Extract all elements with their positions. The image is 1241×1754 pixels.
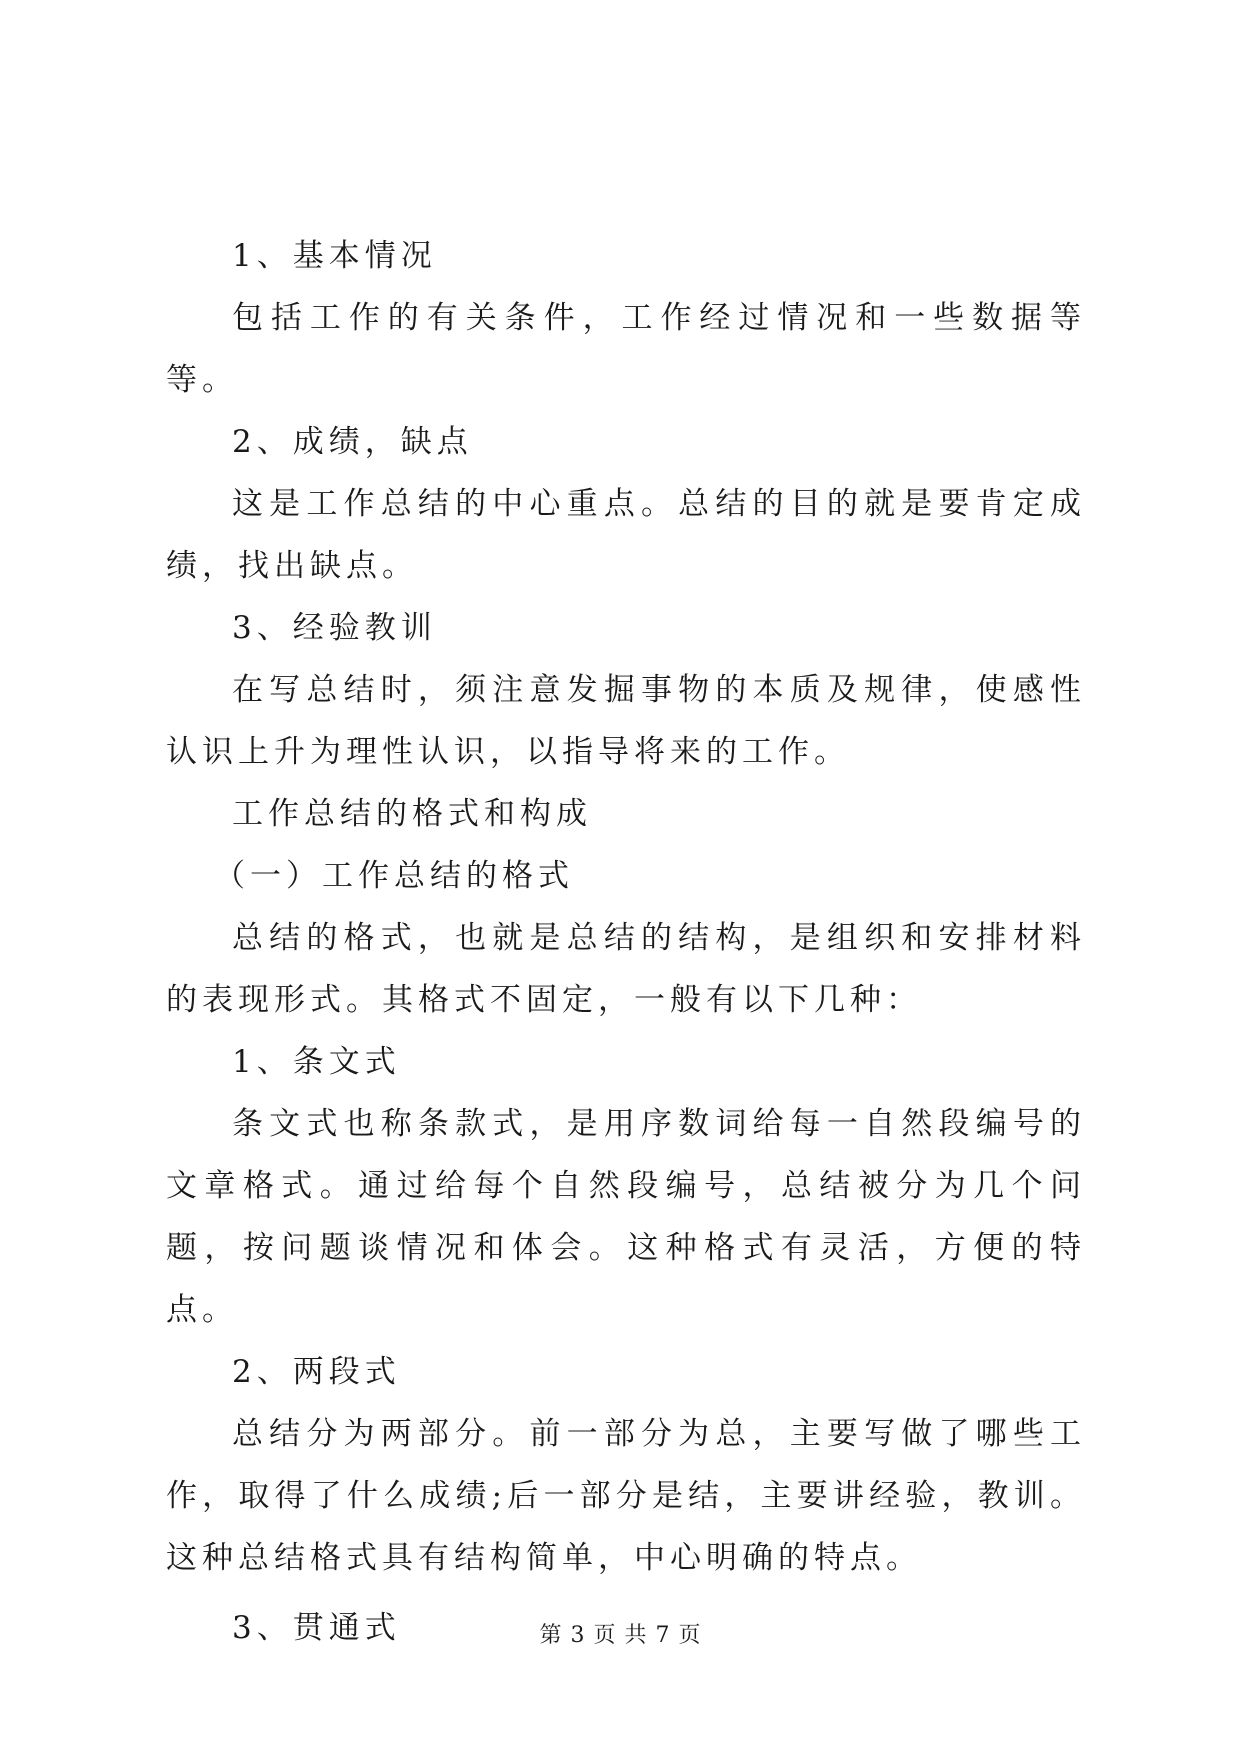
page-number-footer: 第 3 页 共 7 页	[539, 1623, 702, 1648]
paragraph-format-intro: 总结的格式，也就是总结的结构，是组织和安排材料的表现形式。其格式不固定，一般有以下几种：	[166, 920, 1086, 1018]
heading-achievements-shortcomings: 2、成绩，缺点	[232, 424, 473, 460]
heading-continuous-style: 3、贯通式	[232, 1610, 401, 1646]
paragraph-achievements-shortcomings: 这是工作总结的中心重点。总结的目的就是要肯定成绩，找出缺点。	[166, 486, 1086, 584]
paragraph-two-part-style: 总结分为两部分。前一部分为总，主要写做了哪些工作，取得了什么成绩;后一部分是结，主要讲经验，教训。这种总结格式具有结构简单，中心明确的特点。	[166, 1416, 1086, 1576]
heading-basic-situation: 1、基本情况	[232, 238, 437, 274]
paragraph-experience-lessons: 在写总结时，须注意发掘事物的本质及规律，使感性认识上升为理性认识，以指导将来的工作。	[166, 672, 1086, 770]
heading-format-section-one: （一）工作总结的格式	[214, 858, 574, 894]
document-body	[166, 225, 1086, 1659]
paragraph-clause-style: 条文式也称条款式，是用序数词给每一自然段编号的文章格式。通过给每个自然段编号，总结被分为几个问题，按问题谈情况和体会。这种格式有灵活，方便的特点。	[166, 1106, 1086, 1328]
paragraph-basic-situation: 包括工作的有关条件，工作经过情况和一些数据等等。	[166, 300, 1086, 398]
heading-experience-lessons: 3、经验教训	[232, 610, 437, 646]
heading-clause-style: 1、条文式	[232, 1044, 401, 1080]
heading-two-part-style: 2、两段式	[232, 1354, 401, 1390]
heading-format-structure: 工作总结的格式和构成	[232, 796, 592, 832]
